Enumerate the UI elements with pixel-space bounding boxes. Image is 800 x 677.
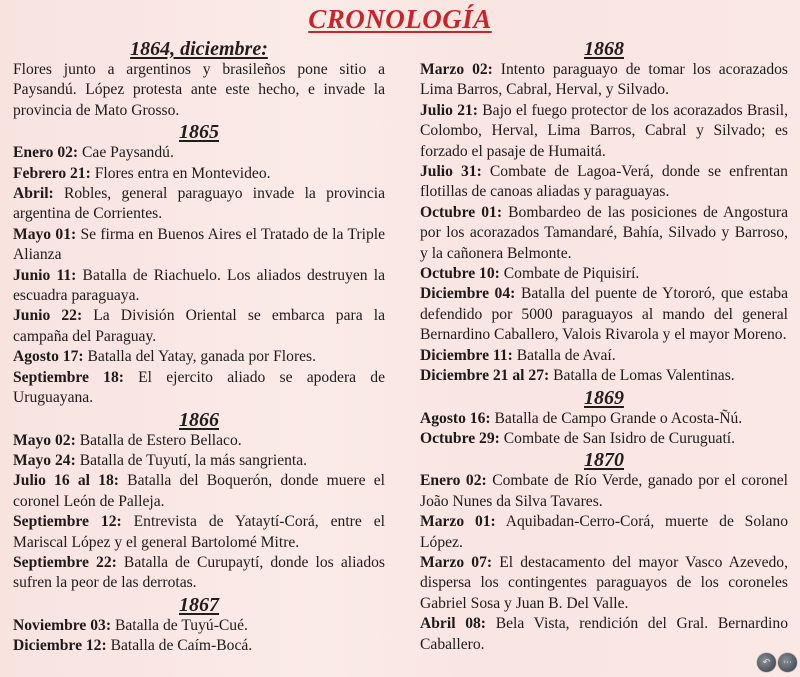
entry-date: Noviembre 03:: [13, 616, 112, 634]
entry-date: Diciembre 21 al 27:: [420, 367, 550, 385]
chronology-entry: [420, 60, 788, 101]
entry-date: Octubre 29:: [420, 429, 500, 447]
entry-text: Batalla del Boquerón, donde muere el coronel León de Palleja.: [13, 472, 385, 510]
chronology-entry: [13, 616, 385, 636]
entry-date: Febrero 21:: [13, 164, 91, 182]
entry-date: Mayo 24:: [13, 451, 76, 469]
entry-text: Combate de Lagoa-Verá, donde se enfrentan flotillas de canoas aliadas y paraguayas.: [420, 163, 788, 201]
chronology-entry: [420, 162, 788, 203]
entry-date: Septiembre 12:: [13, 513, 122, 531]
chronology-entry: [420, 264, 788, 284]
entry-date: Mayo 01:: [13, 225, 77, 243]
entry-date: Abril:: [13, 185, 54, 203]
chronology-entry: [13, 368, 385, 409]
chronology-entry: [420, 429, 788, 449]
entry-date: Agosto 17:: [13, 348, 84, 366]
year-heading: 1866: [179, 408, 219, 431]
entry-text: Batalla de Tuyú-Cué.: [114, 616, 248, 634]
chronology-entry: [13, 553, 385, 594]
chronology-entry: [13, 431, 385, 451]
right-column: [420, 38, 788, 655]
year-heading: 1869: [584, 386, 624, 409]
chronology-entry: [13, 266, 385, 307]
entry-text: Bombardeo de las posiciones de Angostura por los acorazados Tamandaré, Bahía, Silvado y Barroso, y la cañonera Belmonte.: [420, 203, 788, 262]
chronology-entry: [13, 471, 385, 512]
left-column: [13, 38, 385, 657]
entry-date: Enero 02:: [13, 144, 79, 162]
entry-date: Marzo 02:: [420, 61, 493, 78]
entry-text: Flores entra en Montevideo.: [94, 164, 271, 182]
chronology-entry: [420, 512, 788, 553]
entry-text: Aquibadan-Cerro-Corá, muerte de Solano López.: [420, 513, 789, 551]
entry-date: Diciembre 12:: [13, 637, 107, 655]
entry-date: Marzo 07:: [420, 553, 493, 571]
chronology-entry: [420, 553, 788, 614]
entry-text: Combate de Río Verde, ganado por el coronel João Nunes da Silva Tavares.: [420, 472, 788, 510]
entry-text: Batalla de Curupaytí, donde los aliados sufren la peor de las derrotas.: [13, 553, 385, 592]
chronology-entry: [420, 409, 788, 429]
chronology-entry: [420, 346, 788, 366]
year-heading: 1867: [179, 593, 219, 616]
chronology-entry: [420, 101, 788, 162]
chronology-entry: [13, 636, 385, 656]
chronology-entry: [420, 614, 788, 655]
entry-text: El ejercito aliado se apodera de Uruguayana.: [13, 368, 385, 407]
chronology-entry: [13, 164, 385, 184]
entry-date: Enero 02:: [420, 472, 487, 490]
entry-text: Batalla de Estero Bellaco.: [79, 431, 242, 449]
entry-text: Batalla del Yatay, ganada por Flores.: [87, 348, 317, 366]
entry-text: Bela Vista, rendición del Gral. Bernardino Caballero.: [420, 615, 788, 653]
chronology-entry: [420, 366, 788, 386]
chronology-entry: [13, 184, 385, 225]
back-icon[interactable]: ↶: [757, 653, 776, 672]
entry-text: Entrevista de Yataytí-Corá, entre el Mariscal López y el general Bartolomé Mitre.: [13, 513, 385, 551]
entry-date: Julio 21:: [420, 101, 478, 119]
entry-date: Octubre 01:: [420, 203, 503, 221]
year-heading: 1870: [584, 449, 624, 472]
year-heading: 1865: [179, 121, 219, 144]
more-icon[interactable]: ⋯: [778, 653, 797, 672]
chronology-entry: [13, 143, 385, 163]
entry-date: Junio 11:: [13, 266, 77, 284]
entry-date: Abril 08:: [420, 615, 486, 633]
entry-text: Batalla del puente de Ytororó, que estaba defendido por 5000 paraguayos al mando del general Bernardino Caballero, Valois Rivarola y el mayor Moreno.: [420, 285, 788, 344]
chronology-entry: [13, 225, 385, 266]
entry-date: Marzo 01:: [420, 513, 496, 531]
entry-text: Batalla de Avaí.: [516, 346, 616, 364]
chronology-entry: [13, 451, 385, 471]
entry-text: La División Oriental se embarca para la campaña del Paraguay.: [13, 307, 385, 345]
chronology-entry: [420, 284, 788, 345]
entry-date: Octubre 10:: [420, 265, 500, 283]
entry-text: Combate de Piquisirí.: [503, 265, 640, 283]
chronology-entry: [420, 203, 788, 264]
entry-text: Batalla de Lomas Valentinas.: [553, 367, 735, 385]
entry-date: Junio 22:: [13, 307, 83, 325]
entry-text: Robles, general paraguayo invade la provincia argentina de Corrientes.: [13, 185, 385, 223]
year-heading: 1868: [584, 38, 624, 60]
entry-date: Septiembre 18:: [13, 368, 124, 386]
chronology-entry: [420, 471, 788, 512]
entry-date: Julio 16 al 18:: [13, 472, 119, 490]
entry-text: Flores junto a argentinos y brasileños pone sitio a Paysandú. López protesta ante este hecho, e invade la provincia de Mato Grosso.: [13, 61, 385, 119]
year-heading: 1864, diciembre:: [130, 38, 268, 60]
corner-icons: [757, 653, 797, 672]
chronology-entry: [13, 512, 385, 553]
entry-text: Combate de San Isidro de Curuguatí.: [503, 429, 736, 447]
entry-date: Diciembre 11:: [420, 346, 513, 364]
entry-date: Julio 31:: [420, 163, 482, 181]
entry-text: El destacamento del mayor Vasco Azevedo, dispersa los contingentes paraguayos de los coroneles Gabriel Sosa y Juan B. Del Valle.: [420, 553, 788, 612]
entry-text: Batalla de Tuyutí, la más sangrienta.: [79, 451, 308, 469]
chronology-entry: [13, 60, 385, 121]
entry-text: Se firma en Buenos Aires el Tratado de la Triple Alianza: [13, 225, 385, 264]
entry-text: Batalla de Riachuelo. Los aliados destruyen la escuadra paraguaya.: [13, 266, 385, 305]
entry-text: Batalla de Campo Grande o Acosta-Ñú.: [494, 409, 743, 427]
entry-text: Cae Paysandú.: [82, 144, 174, 162]
entry-date: Septiembre 22:: [13, 553, 117, 571]
page-title: CRONOLOGÍA: [308, 4, 492, 34]
chronology-entry: [13, 347, 385, 367]
entry-text: Batalla de Caím-Bocá.: [110, 637, 253, 655]
entry-date: Diciembre 04:: [420, 285, 516, 303]
entry-text: Bajo el fuego protector de los acorazados Brasil, Colombo, Herval, Lima Barros, Cabral y Silvado; es forzado el pasaje de Humaitá.: [420, 101, 788, 160]
chronology-entry: [13, 306, 385, 347]
entry-date: Mayo 02:: [13, 431, 76, 449]
entry-text: Intento paraguayo de tomar los acorazados Lima Barros, Cabral, Herval, y Silvado.: [420, 61, 788, 99]
entry-date: Agosto 16:: [420, 409, 491, 427]
